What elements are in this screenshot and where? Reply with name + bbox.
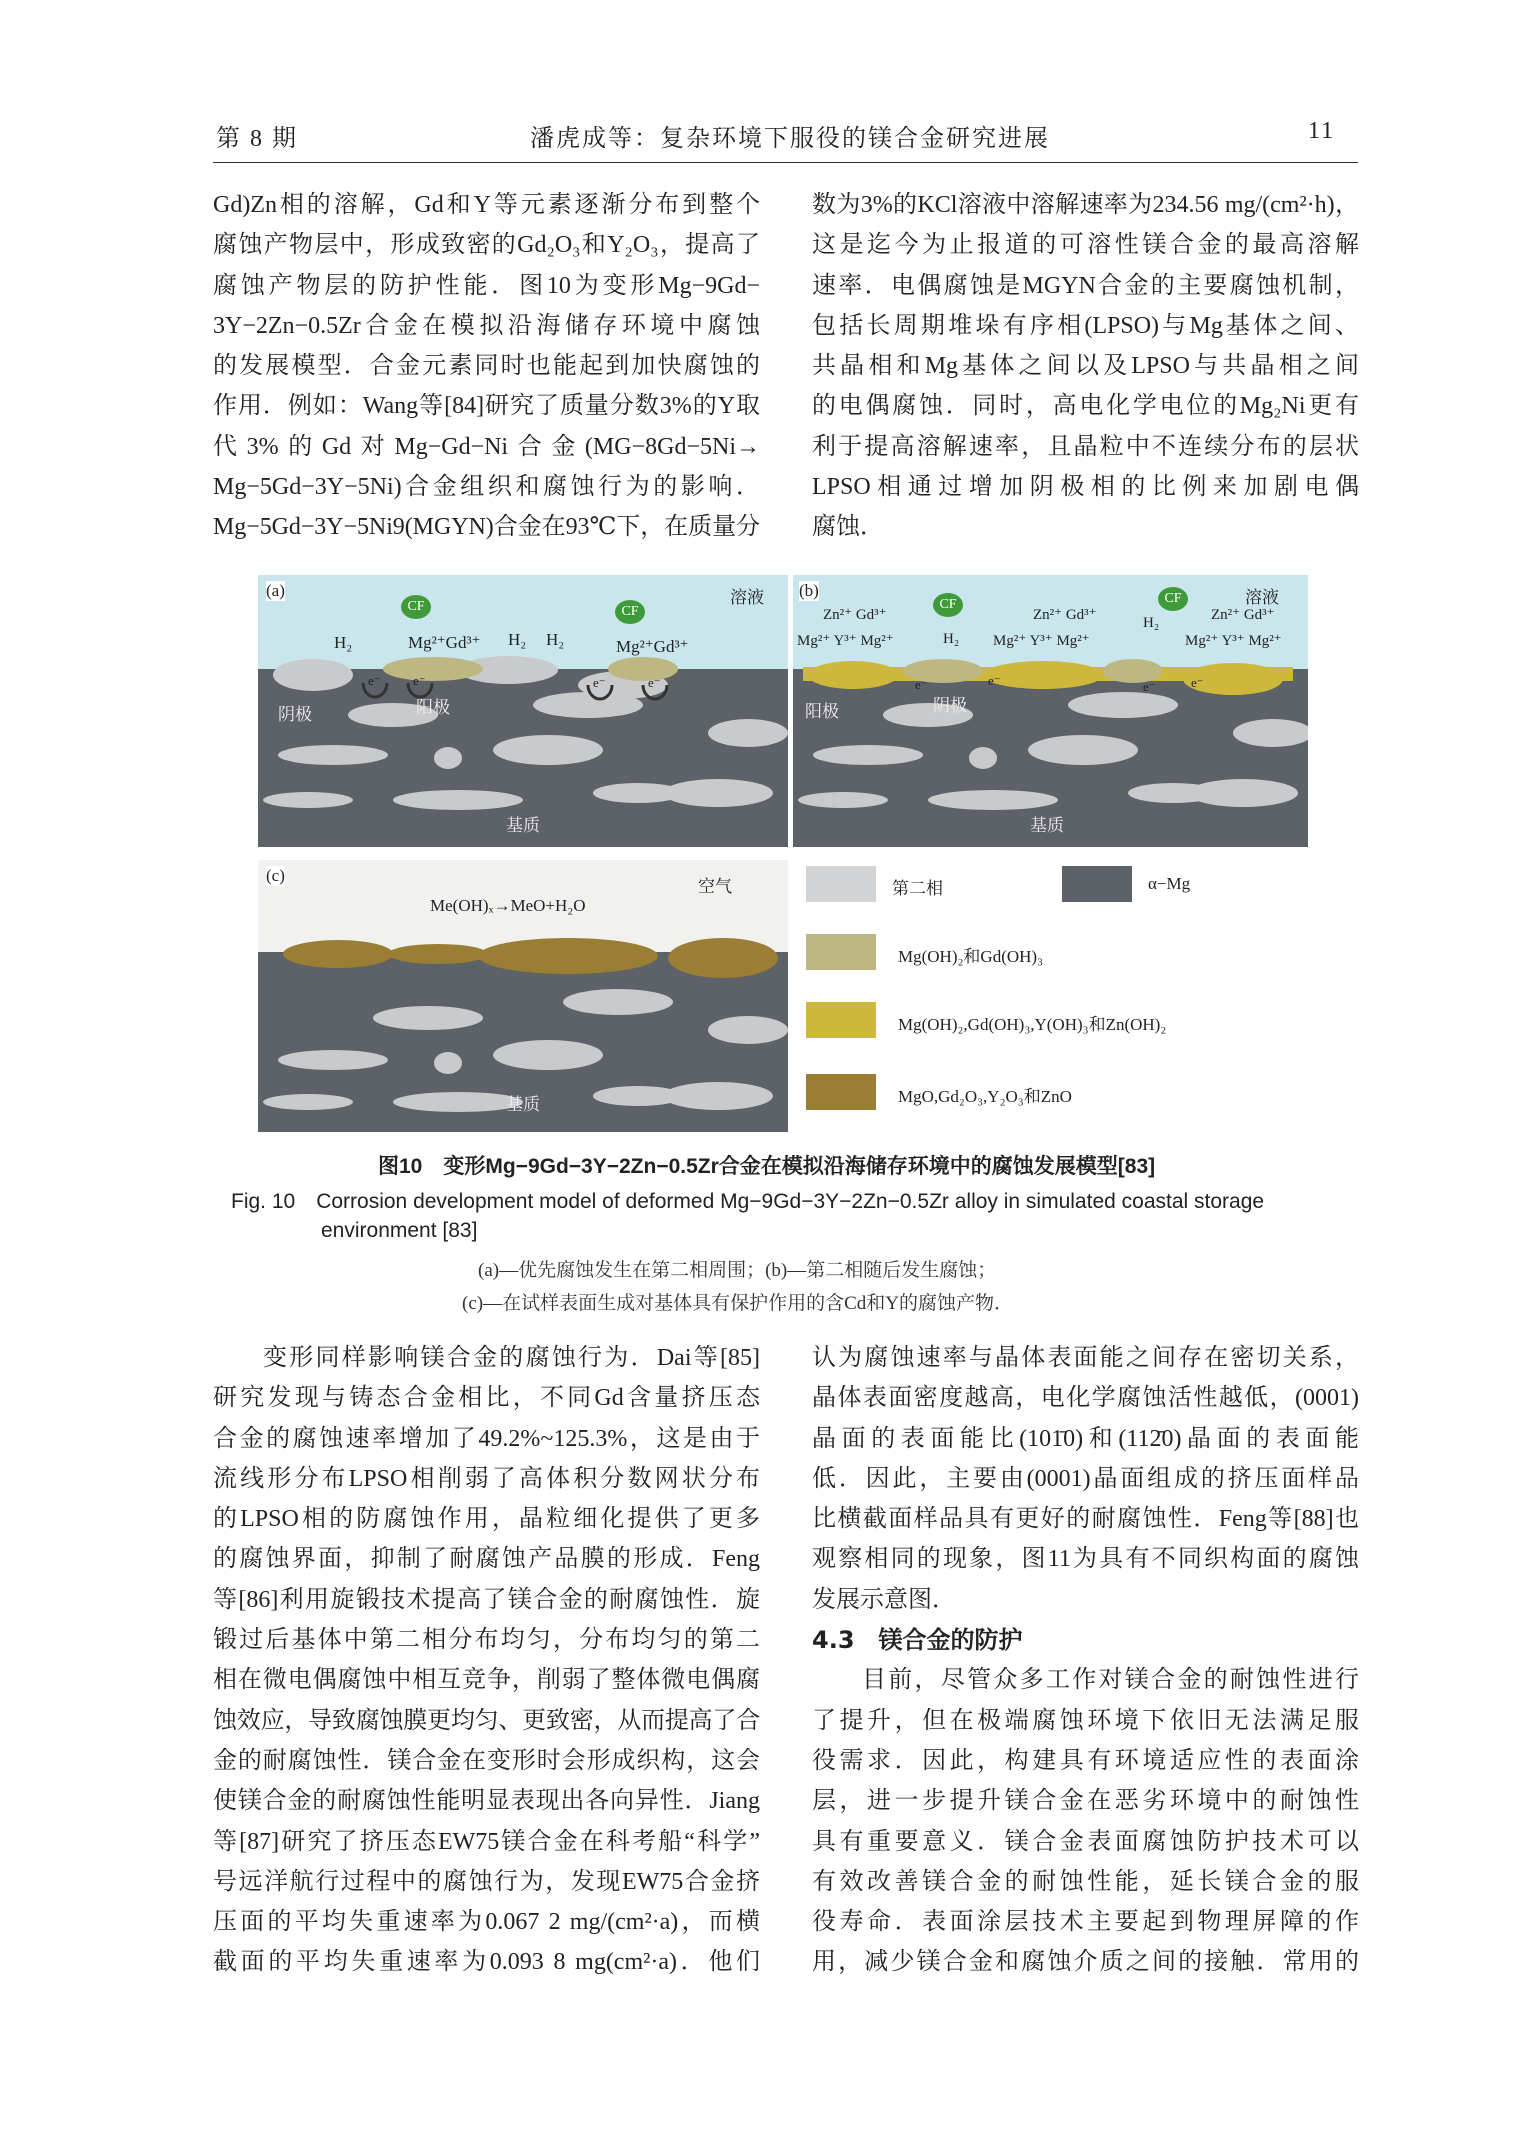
ion-label: Mg²⁺ Y³⁺ Mg²⁺	[1185, 633, 1282, 649]
text-line: 锻过后基体中第二相分布均匀，分布均匀的第二	[213, 1627, 760, 1654]
figure-panel-c	[258, 860, 788, 1132]
text-line: 晶体表面密度越高，电化学腐蚀活性越低，(0001)	[812, 1385, 1359, 1412]
text-line: 观察相同的现象，图11为具有不同织构面的腐蚀	[812, 1546, 1359, 1573]
figure-note-ab: (a)—优先腐蚀发生在第二相周围；(b)—第二相随后发生腐蚀；	[478, 1260, 997, 1281]
text-line: 目前，尽管众多工作对镁合金的耐蚀性进行	[862, 1667, 1359, 1694]
legend-label: Mg(OH)₂和Gd(OH)₃	[898, 947, 1043, 966]
text-line: 腐蚀产物层的防护性能．图10为变形Mg−9Gd−	[213, 272, 760, 299]
legend-label: Mg(OH)₂,Gd(OH)₃,Y(OH)₃和Zn(OH)₂	[898, 1015, 1167, 1034]
legend-swatch-oxide	[806, 1074, 876, 1110]
text-line: 役寿命．表面涂层技术主要起到物理屏障的作	[812, 1909, 1359, 1936]
hydrogen-label: H₂	[334, 633, 353, 652]
electron-label: e⁻	[988, 673, 1001, 688]
text-line: 了提升，但在极端腐蚀环境下依旧无法满足服	[812, 1707, 1359, 1734]
text-line: 截面的平均失重速率为0.093 8 mg(cm²·a)．他们	[213, 1949, 760, 1976]
hydrogen-label: H₂	[508, 630, 527, 649]
matrix-label: 基质	[1030, 816, 1064, 835]
text-line: 研究发现与铸态合金相比，不同Gd含量挤压态	[213, 1385, 760, 1412]
hydrogen-label: H₂	[943, 631, 960, 647]
text-line: 号远洋航行过程中的腐蚀行为，发现EW75合金挤	[213, 1868, 760, 1895]
chloride-ion-badge: CF	[615, 600, 645, 624]
figure-caption-en: Fig. 10 Corrosion development model of deformed Mg−9Gd−3Y−2Zn−0.5Zr alloy in simulated coastal storage	[231, 1190, 1265, 1213]
text-line: 数为3%的KCl溶液中溶解速率为234.56 mg/(cm²·h)，	[812, 192, 1359, 218]
text-line: LPSO相通过增加阴极相的比例来加剧电偶	[812, 474, 1359, 501]
legend-label: MgO,Gd₂O₃,Y₂O₃和ZnO	[898, 1087, 1072, 1106]
electron-label: e⁻	[593, 675, 606, 690]
electron-label: e⁻	[648, 675, 661, 690]
text-line: 蚀效应，导致腐蚀膜更均匀、更致密，从而提高了合	[213, 1707, 760, 1734]
chloride-ion-badge: CF	[933, 593, 963, 617]
figure-caption-en-cont: environment [83]	[321, 1219, 478, 1242]
medium-label: 溶液	[1245, 588, 1279, 607]
text-line: 作用．例如：Wang等[84]研究了质量分数3%的Y取	[213, 393, 760, 420]
text-line: 低．因此，主要由(0001)晶面组成的挤压面样品	[812, 1465, 1359, 1492]
text-line: 代3%的Gd对Mg−Gd−Ni合金(MG−8Gd−5Ni→	[213, 433, 760, 460]
legend-swatch-alpha-mg	[1062, 866, 1132, 902]
legend-label: 第二相	[892, 879, 943, 898]
chloride-ion-badge: CF	[1158, 587, 1188, 611]
legend-label: α−Mg	[1148, 874, 1191, 893]
hydrogen-label: H₂	[1143, 615, 1160, 631]
medium-label: 溶液	[730, 588, 764, 607]
ion-label: Zn²⁺ Gd³⁺	[1211, 607, 1275, 623]
text-line: 发展示意图．	[812, 1586, 956, 1613]
text-line: 金的耐腐蚀性．镁合金在变形时会形成织构，这会	[213, 1747, 760, 1774]
top-right-column	[812, 185, 1359, 548]
ion-label: Mg²⁺Gd³⁺	[408, 633, 481, 652]
text-line: 的电偶腐蚀．同时，高电化学电位的Mg₂Ni更有	[812, 393, 1359, 420]
text-line: 相在微电偶腐蚀中相互竞争，削弱了整体微电偶腐	[213, 1667, 760, 1694]
panel-a-illustration	[258, 575, 788, 847]
text-line: 合金的腐蚀速率增加了49.2%~125.3%，这是由于	[213, 1425, 760, 1452]
page-number: 11	[1308, 118, 1336, 144]
figure-note-c: (c)—在试样表面生成对基体具有保护作用的含Cd和Y的腐蚀产物．	[462, 1293, 1013, 1314]
text-line: 比横截面样品具有更好的耐腐蚀性．Feng等[88]也	[812, 1506, 1359, 1533]
hydrogen-label: H₂	[546, 630, 565, 649]
text-line: 层，进一步提升镁合金在恶劣环境中的耐蚀性	[812, 1788, 1359, 1815]
figure-caption-cn: 图10 变形Mg−9Gd−3Y−2Zn−0.5Zr合金在模拟沿海储存环境中的腐蚀发展模型[83]	[378, 1155, 1156, 1178]
text-line: 等[86]利用旋锻技术提高了镁合金的耐腐蚀性．旋	[213, 1586, 760, 1613]
text-line: 共晶相和Mg基体之间以及LPSO与共晶相之间	[812, 353, 1359, 380]
electron-label: e⁻	[1191, 675, 1204, 690]
ion-label: Mg²⁺ Y³⁺ Mg²⁺	[993, 633, 1090, 649]
figure-legend	[800, 860, 1308, 1132]
text-line: 3Y−2Zn−0.5Zr合金在模拟沿海储存环境中腐蚀	[213, 312, 760, 339]
text-line: 包括长周期堆垛有序相(LPSO)与Mg基体之间、	[812, 312, 1359, 339]
anode-label: 阳极	[416, 698, 450, 717]
figure-panel-a	[258, 575, 788, 847]
text-line: 这是迄今为止报道的可溶性镁合金的最高溶解	[812, 232, 1359, 259]
electron-label: e⁻	[915, 677, 928, 692]
ion-label: Mg²⁺ Y³⁺ Mg²⁺	[797, 633, 894, 649]
ion-label: Mg²⁺Gd³⁺	[616, 637, 689, 656]
figure-panel-b	[793, 575, 1308, 847]
text-line: 变形同样影响镁合金的腐蚀行为．Dai等[85]	[263, 1345, 760, 1371]
matrix-label: 基质	[506, 1095, 540, 1114]
text-line: 压面的平均失重速率为0.067 2 mg/(cm²·a)，而横	[213, 1909, 760, 1936]
ion-label: Zn²⁺ Gd³⁺	[1033, 607, 1097, 623]
text-line: 的LPSO相的防腐蚀作用，晶粒细化提供了更多	[213, 1506, 760, 1533]
journal-issue: 第 8 期	[216, 126, 298, 152]
bottom-left-column	[213, 1338, 760, 1983]
text-line: 役需求．因此，构建具有环境适应性的表面涂	[812, 1747, 1359, 1774]
legend-swatch-hydroxide	[806, 934, 876, 970]
text-line: 晶面的表面能比(101̄0)和(112̄0)晶面的表面能	[812, 1425, 1359, 1452]
text-line: Mg−5Gd−3Y−5Ni)合金组织和腐蚀行为的影响．	[213, 474, 760, 501]
panel-tag: (b)	[799, 581, 819, 600]
legend-swatch-second-phase	[806, 866, 876, 902]
header-rule	[213, 162, 1358, 163]
text-line: 腐蚀．	[812, 514, 884, 541]
text-line: 等[87]研究了挤压态EW75镁合金在科考船“科学”	[213, 1828, 760, 1855]
electron-label: e⁻	[1143, 679, 1156, 694]
anode-label: 阴极	[933, 696, 967, 715]
text-line: 用，减少镁合金和腐蚀介质之间的接触．常用的	[812, 1949, 1359, 1976]
text-line: 腐蚀产物层中，形成致密的Gd₂O₃和Y₂O₃，提高了	[213, 232, 760, 259]
text-line: 认为腐蚀速率与晶体表面能之间存在密切关系，	[812, 1345, 1359, 1371]
text-line: 使镁合金的耐腐蚀性能明显表现出各向异性．Jiang	[213, 1788, 760, 1815]
bottom-right-column	[812, 1338, 1359, 1983]
text-line: 具有重要意义．镁合金表面腐蚀防护技术可以	[812, 1828, 1359, 1855]
cathode-label: 阳极	[805, 702, 839, 721]
matrix-label: 基质	[506, 816, 540, 835]
legend-swatch-mixed-hydroxide	[806, 1002, 876, 1038]
medium-label: 空气	[698, 877, 732, 896]
panel-tag: (c)	[266, 866, 285, 885]
ion-label: Zn²⁺ Gd³⁺	[823, 607, 887, 623]
chloride-ion-badge: CF	[401, 595, 431, 619]
text-line: 有效改善镁合金的耐蚀性能，延长镁合金的服	[812, 1868, 1359, 1895]
section-heading: 4.3 镁合金的防护	[812, 1626, 1023, 1655]
text-line: 流线形分布LPSO相削弱了高体积分数网状分布	[213, 1465, 760, 1492]
text-line: Gd)Zn相的溶解，Gd和Y等元素逐渐分布到整个	[213, 192, 760, 218]
text-line: 的腐蚀界面，抑制了耐腐蚀产品膜的形成．Feng	[213, 1546, 760, 1573]
reaction-label: Me(OH)ₓ→MeO+H₂O	[430, 896, 586, 915]
text-line: 速率．电偶腐蚀是MGYN合金的主要腐蚀机制，	[812, 272, 1359, 299]
text-line: Mg−5Gd−3Y−5Ni9(MGYN)合金在93℃下，在质量分	[213, 514, 760, 541]
running-title: 潘虎成等：复杂环境下服役的镁合金研究进展	[530, 126, 1050, 152]
panel-tag: (a)	[266, 581, 285, 600]
electron-label: e⁻	[368, 673, 381, 688]
text-line: 的发展模型．合金元素同时也能起到加快腐蚀的	[213, 353, 760, 380]
cathode-label: 阴极	[278, 705, 312, 724]
top-left-column	[213, 185, 760, 548]
text-line: 利于提高溶解速率，且晶粒中不连续分布的层状	[812, 433, 1359, 460]
electron-label: e⁻	[413, 673, 426, 688]
